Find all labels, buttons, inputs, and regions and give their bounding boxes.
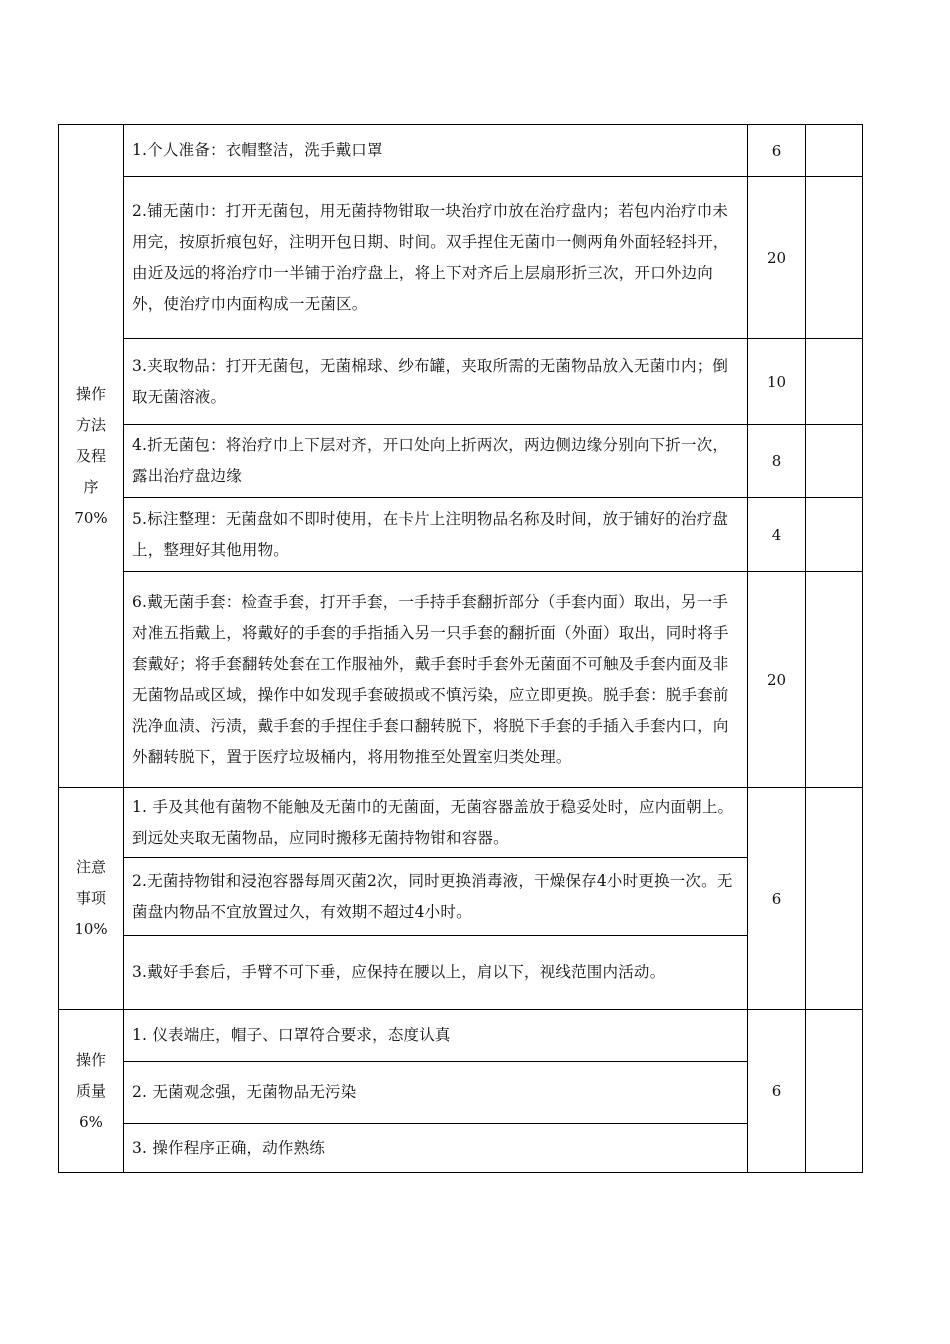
item-text: 1. 仪表端庄，帽子、口罩符合要求，态度认真 xyxy=(124,1010,748,1062)
item-text: 3.夹取物品：打开无菌包，无菌棉球、纱布罐，夹取所需的无菌物品放入无菌巾内；倒取无菌溶液。 xyxy=(124,339,748,425)
item-text: 6.戴无菌手套：检查手套，打开手套，一手持手套翻折部分（手套内面）取出，另一手对准五指戴上，将戴好的手套的手指插入另一只手套的翻折面（外面）取出，同时将手套戴好；将手套翻转处套在工作服袖外，戴手套时手套外无菌面不可触及手套内面及非无菌物品或区域，操作中如发现手套破损或不慎污染，应立即更换。脱手套：脱手套前洗净血渍、污渍，戴手套的手捏住手套口翻转脱下，将脱下手套的手插入手套内口，向外翻转脱下，置于医疗垃圾桶内，将用物推至处置室归类处理。 xyxy=(124,572,748,788)
item-text: 2. 无菌观念强，无菌物品无污染 xyxy=(124,1062,748,1124)
category-line: 方法 xyxy=(75,415,106,434)
item-score: 10 xyxy=(748,339,806,425)
table-row xyxy=(59,498,863,572)
table-row xyxy=(59,1124,863,1173)
table-row xyxy=(59,572,863,788)
table-row xyxy=(59,936,863,1010)
category-cell-notes xyxy=(59,788,124,1010)
category-cell-quality xyxy=(59,1010,124,1173)
section-score: 6 xyxy=(748,1010,806,1173)
deduction-cell xyxy=(806,1010,863,1173)
table-row xyxy=(59,1062,863,1124)
table-row xyxy=(59,1010,863,1062)
table-row xyxy=(59,125,863,177)
item-text: 2.无菌持物钳和浸泡容器每周灭菌2次，同时更换消毒液，干燥保存4小时更换一次。无菌盘内物品不宜放置过久，有效期不超过4小时。 xyxy=(124,858,748,936)
table-row xyxy=(59,788,863,858)
category-percent: 10% xyxy=(74,920,108,938)
deduction-cell xyxy=(806,572,863,788)
item-text: 3.戴好手套后，手臂不可下垂，应保持在腰以上，肩以下，视线范围内活动。 xyxy=(124,936,748,1010)
item-text: 1.个人准备：衣帽整洁，洗手戴口罩 xyxy=(124,125,748,177)
item-text: 4.折无菌包：将治疗巾上下层对齐，开口处向上折两次，两边侧边缘分别向下折一次，露出治疗盘边缘 xyxy=(124,425,748,498)
item-text: 2.铺无菌巾：打开无菌包，用无菌持物钳取一块治疗巾放在治疗盘内；若包内治疗巾未用完，按原折痕包好，注明开包日期、时间。双手捏住无菌巾一侧两角外面轻轻抖开，由近及远的将治疗巾一半铺于治疗盘上，将上下对齐后上层扇形折三次，开口外边向外，使治疗巾内面构成一无菌区。 xyxy=(124,177,748,339)
section-score: 6 xyxy=(748,788,806,1010)
deduction-cell xyxy=(806,339,863,425)
table-row xyxy=(59,177,863,339)
category-line: 操作 xyxy=(75,384,106,403)
category-line: 操作 xyxy=(75,1050,106,1069)
deduction-cell xyxy=(806,425,863,498)
item-score: 20 xyxy=(748,572,806,788)
category-line: 注意 xyxy=(75,858,106,876)
scoring-table xyxy=(58,124,863,1173)
category-line: 及程 xyxy=(75,446,106,465)
item-text: 3. 操作程序正确，动作熟练 xyxy=(124,1124,748,1173)
category-line: 序 xyxy=(83,477,99,496)
deduction-cell xyxy=(806,177,863,339)
category-percent: 6% xyxy=(79,1112,103,1131)
item-score: 6 xyxy=(748,125,806,177)
deduction-cell xyxy=(806,125,863,177)
table-row xyxy=(59,339,863,425)
item-score: 8 xyxy=(748,425,806,498)
category-line: 事项 xyxy=(75,889,106,907)
table-row xyxy=(59,425,863,498)
deduction-cell xyxy=(806,498,863,572)
deduction-cell xyxy=(806,788,863,1010)
table-row xyxy=(59,858,863,936)
item-score: 4 xyxy=(748,498,806,572)
scoring-table-container xyxy=(58,124,863,1173)
item-text: 1. 手及其他有菌物不能触及无菌巾的无菌面，无菌容器盖放于稳妥处时，应内面朝上。到远处夹取无菌物品，应同时搬移无菌持物钳和容器。 xyxy=(124,788,748,858)
item-text: 5.标注整理：无菌盘如不即时使用，在卡片上注明物品名称及时间，放于铺好的治疗盘上，整理好其他用物。 xyxy=(124,498,748,572)
category-percent: 70% xyxy=(74,508,108,527)
category-cell-procedure xyxy=(59,125,124,788)
item-score: 20 xyxy=(748,177,806,339)
category-line: 质量 xyxy=(75,1081,106,1100)
